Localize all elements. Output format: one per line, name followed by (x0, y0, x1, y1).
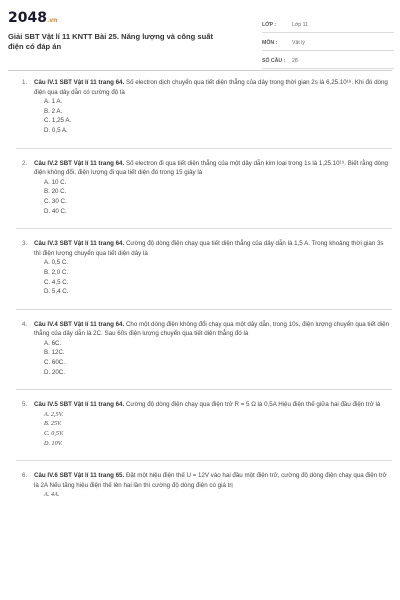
question-item (8, 471, 392, 500)
answer-choices (44, 410, 392, 448)
question-text: Cường độ dòng điện chạy qua điện trở R = 5 Ω là 0,5A Hiệu điện thế giữa hai đầu điện trở là (125, 401, 381, 409)
answer-choice[interactable]: C. 1,25 A. (44, 117, 72, 125)
question-number: 6. (22, 472, 28, 480)
meta-value: Lớp 11 (292, 22, 308, 28)
question-divider (16, 389, 392, 390)
answer-choice[interactable]: B. 12C. (44, 349, 65, 357)
answer-choice[interactable]: D. 10V. (44, 439, 63, 447)
question-title[interactable]: Câu IV.5 SBT Vật lí 11 trang 64. (34, 401, 125, 409)
question-divider (16, 460, 392, 461)
meta-value: 28 (292, 58, 298, 64)
answer-choice[interactable]: C. 60C. (44, 359, 65, 367)
question-number: 3. (22, 240, 28, 248)
answer-choices (44, 97, 392, 135)
question-divider (16, 148, 392, 149)
logo-main: 2048 (8, 10, 47, 26)
question-text: Số electron đi qua tiết diện thẳng của một dây dẫn kim loại trong 1s là 1,25.10¹⁹. Biết rằng dòng điện không đổi, điện lượng đi qua tiết diện đó trong 15 giây là (34, 159, 388, 177)
question-title[interactable]: Câu IV.6 SBT Vật lí 11 trang 65. (34, 472, 125, 480)
question-text: Cho một dòng điện không đổi chạy qua một dây dẫn, trong 10s, điện lượng chuyển qua tiết diện thẳng của dây dẫn là 2C. Sau 60s điện lượng chuyển qua tiết diện thẳng đó là (34, 320, 390, 338)
question-number: 1. (22, 79, 28, 86)
question-number: 2. (22, 159, 28, 167)
answer-choice[interactable]: C. 30 C. (44, 197, 67, 205)
meta-row-subject (262, 36, 394, 51)
answer-choice[interactable]: B. 2 A. (44, 107, 63, 115)
answer-choice[interactable]: D. 20C. (44, 368, 65, 376)
answer-choice[interactable]: C. 4,5 C. (44, 278, 69, 286)
document-header (8, 6, 396, 66)
answer-choice[interactable]: B. 2,0 C. (44, 268, 69, 276)
header-divider (8, 70, 392, 71)
answer-choice[interactable]: A. 10 C. (44, 178, 67, 186)
answer-choice[interactable]: D. 0,5 A. (44, 126, 68, 134)
question-item (8, 78, 392, 136)
question-item (8, 320, 392, 378)
meta-value: Vật lý (292, 40, 305, 46)
answer-choice[interactable]: B. 20 C. (44, 188, 67, 196)
answer-choice[interactable]: C. 0,5V. (44, 430, 64, 438)
question-item (8, 159, 392, 217)
question-number: 5. (22, 401, 28, 409)
question-title[interactable]: Câu IV.3 SBT Vật lí 11 trang 64. (34, 240, 125, 248)
answer-choice[interactable]: A. 2,5V. (44, 410, 64, 418)
answer-choices (44, 339, 392, 377)
question-item (8, 400, 392, 448)
meta-label: MÔN : (262, 40, 278, 46)
answer-choices (44, 258, 392, 296)
question-divider (16, 228, 392, 229)
question-title[interactable]: Câu IV.1 SBT Vật lí 11 trang 64. (34, 79, 125, 86)
meta-label: LỚP : (262, 22, 277, 28)
answer-choices (44, 490, 392, 500)
question-title[interactable]: Câu IV.4 SBT Vật lí 11 trang 64. (34, 320, 125, 328)
page-title: Giải SBT Vật lí 11 KNTT Bài 25. Năng lượng và công suất điện có đáp án (8, 32, 214, 51)
answer-choice[interactable]: D. 5,4 C. (44, 288, 69, 296)
answer-choice[interactable]: B. 25V. (44, 420, 62, 428)
question-text: Số electron dịch chuyển qua tiết diện thẳng của dây trong thời gian 2s là 6,25.10¹⁸. Khi đó dòng điện qua dây dẫn có cường độ là (34, 79, 388, 96)
meta-row-class (262, 18, 394, 33)
meta-row-count (262, 54, 394, 69)
document-meta (262, 18, 394, 72)
question-list (8, 78, 392, 500)
answer-choice[interactable]: A. 6C. (44, 339, 62, 347)
answer-choice[interactable]: A. 0,5 C. (44, 259, 69, 267)
answer-choice[interactable]: A. 4A. (44, 491, 60, 499)
answer-choice[interactable]: A. 1 A. (44, 98, 63, 106)
site-logo[interactable] (8, 10, 57, 26)
question-text: Đặt một hiệu điện thế U = 12V vào hai đầu một điện trở, cường độ dòng điện chạy qua điện trở là 2A Nếu tăng hiệu điện thế lên hai lần thì cường độ dòng điện có giá trị (34, 472, 387, 489)
logo-sub: .vn (46, 17, 58, 24)
question-number: 4. (22, 320, 28, 328)
question-item (8, 239, 392, 297)
answer-choice[interactable]: D. 40 C. (44, 207, 67, 215)
question-text: Cường độ dòng điện chạy qua tiết diện thẳng của dây dẫn là 1,5 A. Trong khoảng thời gian 3s thì điện lượng chuyển qua tiết diện dây là (34, 240, 384, 257)
meta-label: SỐ CÂU : (262, 58, 286, 64)
question-title[interactable]: Câu IV.2 SBT Vật lí 11 trang 64. (34, 159, 125, 167)
question-divider (16, 309, 392, 310)
answer-choices (44, 178, 392, 216)
